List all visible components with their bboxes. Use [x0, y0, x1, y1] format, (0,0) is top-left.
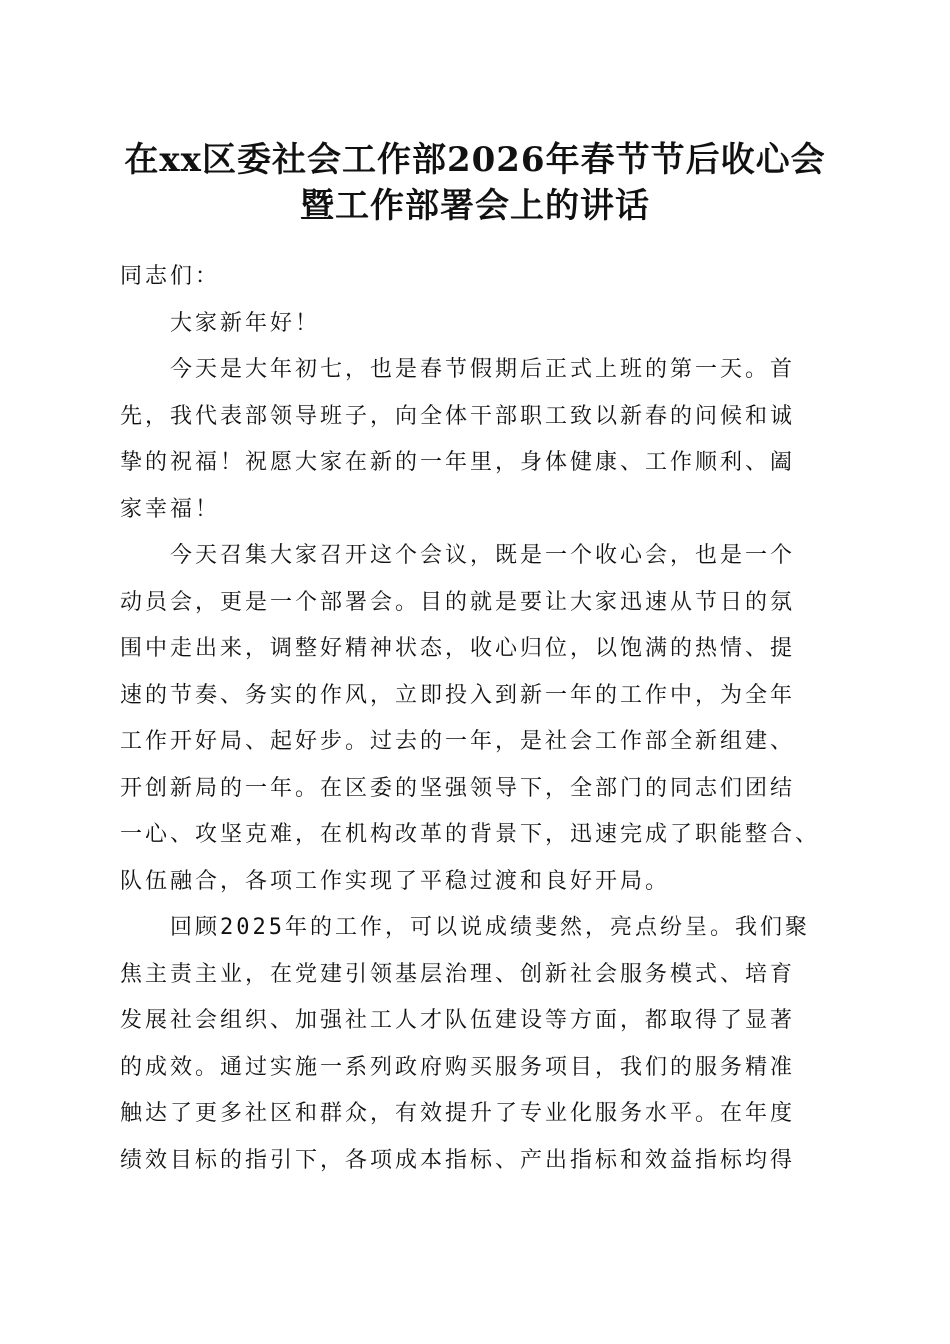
paragraph-line: 工作开好局、起好步。过去的一年，是社会工作部全新组建、	[120, 729, 796, 754]
document-title-line-1: 在xx区委社会工作部2026年春节节后收心会	[124, 140, 826, 180]
paragraph-line: 一心、攻坚克难，在机构改革的背景下，迅速完成了职能整合、	[120, 822, 821, 847]
paragraph-greeting	[120, 301, 832, 348]
paragraph-review	[120, 905, 832, 1184]
paragraph-line: 触达了更多社区和群众，有效提升了专业化服务水平。在年度	[120, 1101, 796, 1126]
paragraph-line: 绩效目标的指引下，各项成本指标、产出指标和效益指标均得	[120, 1147, 796, 1173]
paragraph-line: 开创新局的一年。在区委的坚强领导下，全部门的同志们团结	[120, 775, 796, 801]
document-body	[120, 254, 832, 1184]
paragraph-line: 发展社会组织、加强社工人才队伍建设等方面，都取得了显著	[120, 1008, 796, 1033]
paragraph-line: 动员会，更是一个部署会。目的就是要让大家迅速从节日的氛	[120, 589, 796, 615]
paragraph-line: 焦主责主业，在党建引领基层治理、创新社会服务模式、培育	[120, 961, 796, 987]
paragraph-line: 速的节奏、务实的作风，立即投入到新一年的工作中，为全年	[120, 682, 796, 708]
document-title-line-2: 暨工作部署会上的讲话	[300, 186, 650, 226]
paragraph-line: 的成效。通过实施一系列政府购买服务项目，我们的服务精准	[120, 1054, 796, 1080]
paragraph-line: 回顾2025年的工作，可以说成绩斐然，亮点纷呈。我们聚	[170, 915, 810, 940]
paragraph-purpose	[120, 533, 832, 905]
paragraph-line: 先，我代表部领导班子，向全体干部职工致以新春的问候和诚	[120, 403, 796, 429]
paragraph-line: 家幸福！	[120, 496, 221, 522]
paragraph-line: 挚的祝福！祝愿大家在新的一年里，身体健康、工作顺利、阖	[120, 450, 796, 475]
paragraph-line: 围中走出来，调整好精神状态，收心归位，以饱满的热情、提	[120, 636, 796, 661]
paragraph-line: 大家新年好！	[170, 310, 321, 336]
paragraph-line: 今天是大年初七，也是春节假期后正式上班的第一天。首	[170, 357, 796, 382]
paragraph-opening	[120, 347, 832, 533]
paragraph-line: 今天召集大家召开这个会议，既是一个收心会，也是一个	[170, 543, 796, 568]
paragraph-line: 队伍融合，各项工作实现了平稳过渡和良好开局。	[120, 868, 671, 894]
salutation: 同志们：	[120, 264, 221, 289]
